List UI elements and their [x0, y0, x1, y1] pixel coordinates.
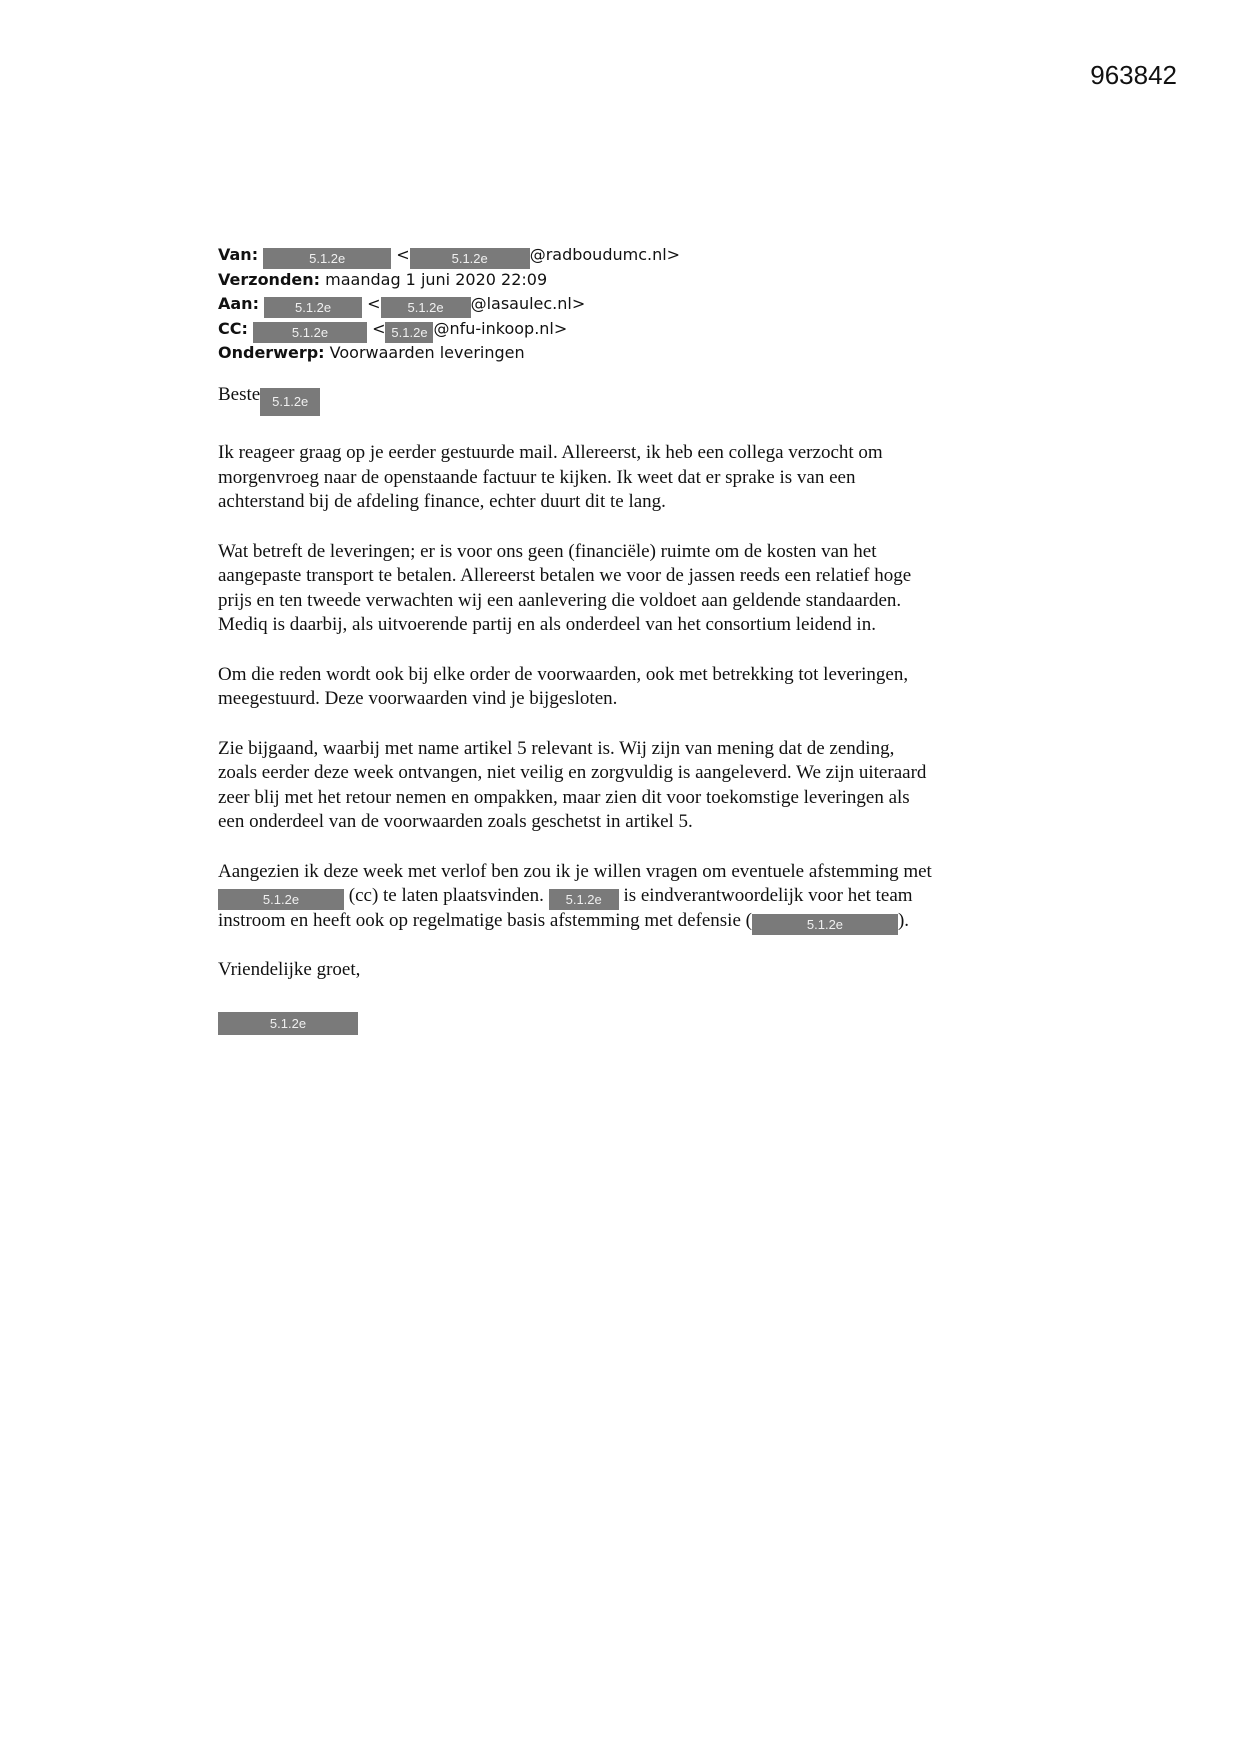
text-line: Zie bijgaand, waarbij met name artikel 5 relevant is. Wij zijn van mening dat de zending,	[218, 737, 895, 759]
lt-sign: <	[396, 245, 410, 264]
paragraph-1	[218, 441, 1048, 515]
text-line: Om die reden wordt ook bij elke order de voorwaarden, ook met betrekking tot leveringen,	[218, 663, 909, 685]
text-segment: is eindverantwoordelijk voor het team	[623, 885, 913, 906]
redaction-box: 5.1.2e	[263, 248, 391, 269]
redaction-box: 5.1.2e	[260, 388, 320, 416]
aan-domain: @lasaulec.nl>	[470, 294, 586, 313]
text-line: zoals eerder deze week ontvangen, niet veilig en zorgvuldig is aangeleverd. We zijn uiteraard	[218, 762, 927, 783]
greeting-text: Beste	[218, 384, 261, 405]
email-body	[218, 383, 1048, 1060]
aan-label: Aan:	[218, 294, 259, 313]
text-segment: instroom en heeft ook op regelmatige basis afstemming met defensie (	[218, 909, 752, 931]
van-domain: @radboudumc.nl>	[529, 245, 681, 264]
redaction-box: 5.1.2e	[381, 297, 471, 318]
van-row	[218, 243, 680, 268]
redaction-box: 5.1.2e	[218, 1012, 358, 1035]
email-header	[218, 243, 680, 366]
paragraph-4	[218, 737, 1048, 835]
text-line: morgenvroeg naar de openstaande factuur te kijken. Ik weet dat er sprake is van een	[218, 466, 856, 488]
onderwerp-label: Onderwerp:	[218, 343, 325, 362]
redaction-box: 5.1.2e	[385, 322, 433, 343]
text-segment: (cc) te laten plaatsvinden.	[344, 885, 544, 906]
text-line	[218, 884, 1048, 909]
paragraph-5	[218, 860, 1048, 934]
text-line: meegestuurd. Deze voorwaarden vind je bijgesloten.	[218, 688, 618, 709]
redaction-box: 5.1.2e	[752, 914, 898, 935]
text-line: aangepaste transport te betalen. Allereerst betalen we voor de jassen reeds een relatief hoge	[218, 565, 912, 586]
text-line	[218, 909, 1048, 934]
onderwerp-value: Voorwaarden leveringen	[329, 343, 525, 362]
signature	[218, 1008, 1048, 1035]
verzonden-value: maandag 1 juni 2020 22:09	[325, 269, 548, 289]
closing: Vriendelijke groet,	[218, 959, 361, 980]
text-line: Aangezien ik deze week met verlof ben zou ik je willen vragen om eventuele afstemming met	[218, 860, 932, 882]
greeting	[218, 383, 1048, 416]
redaction-box: 5.1.2e	[549, 889, 619, 910]
aan-row	[218, 292, 680, 317]
onderwerp-row	[218, 341, 680, 366]
document-number: 963842	[1090, 60, 1177, 90]
verzonden-row	[218, 268, 680, 293]
text-line: een onderdeel van de voorwaarden zoals geschetst in artikel 5.	[218, 811, 693, 832]
verzonden-label: Verzonden:	[218, 269, 321, 289]
redaction-box: 5.1.2e	[410, 248, 530, 269]
text-line: achterstand bij de afdeling finance, echter duurt dit te lang.	[218, 491, 666, 512]
text-segment: ).	[897, 909, 910, 931]
redaction-box: 5.1.2e	[253, 322, 367, 343]
text-line: zeer blij met het retour nemen en ompakken, maar zien dit voor toekomstige leveringen als	[218, 786, 910, 808]
paragraph-3	[218, 663, 1048, 712]
lt-sign: <	[372, 318, 386, 338]
van-label: Van:	[218, 245, 259, 264]
redaction-box: 5.1.2e	[218, 889, 344, 910]
cc-domain: @nfu-inkoop.nl>	[433, 318, 568, 338]
paragraph-2	[218, 540, 1048, 638]
cc-row	[218, 317, 680, 342]
text-line: prijs en ten tweede verwachten wij een aanlevering die voldoet aan geldende standaarden.	[218, 589, 902, 611]
cc-label: CC:	[218, 318, 248, 338]
redaction-box: 5.1.2e	[264, 297, 362, 318]
lt-sign: <	[367, 294, 381, 313]
text-line: Wat betreft de leveringen; er is voor ons geen (financiële) ruimte om de kosten van het	[218, 540, 877, 562]
text-line: Mediq is daarbij, als uitvoerende partij en als onderdeel van het consortium leidend in.	[218, 614, 876, 635]
text-line: Ik reageer graag op je eerder gestuurde mail. Allereerst, ik heb een collega verzocht om	[218, 442, 883, 463]
